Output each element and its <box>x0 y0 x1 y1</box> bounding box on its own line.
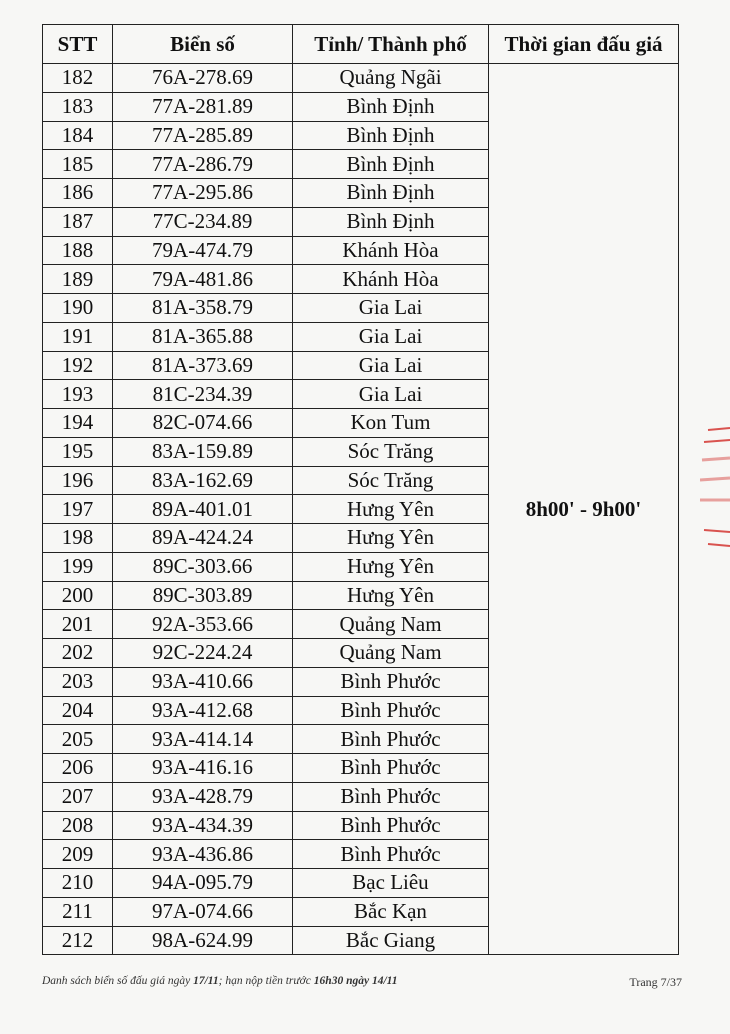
cell-province: Gia Lai <box>293 322 489 351</box>
cell-plate: 93A-416.16 <box>113 754 293 783</box>
cell-stt: 200 <box>43 581 113 610</box>
cell-plate: 77A-295.86 <box>113 179 293 208</box>
cell-stt: 188 <box>43 236 113 265</box>
cell-province: Sóc Trăng <box>293 437 489 466</box>
cell-stt: 184 <box>43 121 113 150</box>
header-time: Thời gian đấu giá <box>489 25 679 64</box>
cell-stt: 185 <box>43 150 113 179</box>
header-plate: Biển số <box>113 25 293 64</box>
cell-province: Quảng Nam <box>293 610 489 639</box>
cell-province: Sóc Trăng <box>293 466 489 495</box>
cell-stt: 193 <box>43 380 113 409</box>
table-body <box>43 64 679 955</box>
cell-province: Bắc Kạn <box>293 897 489 926</box>
cell-province: Hưng Yên <box>293 552 489 581</box>
cell-plate: 92A-353.66 <box>113 610 293 639</box>
cell-plate: 93A-410.66 <box>113 667 293 696</box>
cell-plate: 93A-436.86 <box>113 840 293 869</box>
cell-stt: 204 <box>43 696 113 725</box>
cell-plate: 97A-074.66 <box>113 897 293 926</box>
cell-province: Bắc Giang <box>293 926 489 955</box>
cell-province: Bình Phước <box>293 754 489 783</box>
cell-plate: 76A-278.69 <box>113 64 293 93</box>
cell-province: Gia Lai <box>293 294 489 323</box>
cell-province: Bình Phước <box>293 840 489 869</box>
cell-province: Bình Phước <box>293 811 489 840</box>
cell-stt: 190 <box>43 294 113 323</box>
cell-stt: 183 <box>43 92 113 121</box>
header-province: Tỉnh/ Thành phố <box>293 25 489 64</box>
cell-plate: 93A-428.79 <box>113 782 293 811</box>
cell-province: Hưng Yên <box>293 524 489 553</box>
cell-province: Bạc Liêu <box>293 869 489 898</box>
cell-plate: 81A-365.88 <box>113 322 293 351</box>
cell-province: Quảng Ngãi <box>293 64 489 93</box>
plate-auction-table <box>42 24 679 955</box>
table-row <box>43 64 679 93</box>
footer-auction-date: 17/11 <box>193 975 219 987</box>
footer-deadline: 16h30 ngày 14/11 <box>313 975 398 987</box>
cell-plate: 81A-358.79 <box>113 294 293 323</box>
cell-stt: 210 <box>43 869 113 898</box>
cell-plate: 94A-095.79 <box>113 869 293 898</box>
cell-province: Bình Định <box>293 150 489 179</box>
header-stt: STT <box>43 25 113 64</box>
cell-stt: 195 <box>43 437 113 466</box>
cell-province: Khánh Hòa <box>293 236 489 265</box>
cell-plate: 79A-481.86 <box>113 265 293 294</box>
cell-province: Bình Định <box>293 179 489 208</box>
cell-stt: 202 <box>43 639 113 668</box>
cell-stt: 186 <box>43 179 113 208</box>
cell-plate: 79A-474.79 <box>113 236 293 265</box>
cell-plate: 89C-303.66 <box>113 552 293 581</box>
cell-stt: 203 <box>43 667 113 696</box>
cell-province: Bình Định <box>293 121 489 150</box>
cell-province: Kon Tum <box>293 409 489 438</box>
cell-plate: 77A-286.79 <box>113 150 293 179</box>
cell-province: Bình Phước <box>293 667 489 696</box>
cell-plate: 77A-285.89 <box>113 121 293 150</box>
footer-middle: ; hạn nộp tiền trước <box>218 975 311 987</box>
cell-plate: 89A-401.01 <box>113 495 293 524</box>
cell-plate: 93A-414.14 <box>113 725 293 754</box>
cell-stt: 189 <box>43 265 113 294</box>
page-number: Trang 7/37 <box>629 975 682 989</box>
cell-province: Hưng Yên <box>293 581 489 610</box>
cell-stt: 192 <box>43 351 113 380</box>
table-header-row <box>43 25 679 64</box>
footer-prefix: Danh sách biển số đấu giá ngày <box>42 975 191 987</box>
footer-note <box>42 975 682 987</box>
cell-plate: 83A-159.89 <box>113 437 293 466</box>
cell-stt: 201 <box>43 610 113 639</box>
cell-stt: 209 <box>43 840 113 869</box>
cell-province: Bình Định <box>293 207 489 236</box>
cell-stt: 205 <box>43 725 113 754</box>
cell-plate: 81A-373.69 <box>113 351 293 380</box>
cell-plate: 82C-074.66 <box>113 409 293 438</box>
cell-plate: 77C-234.89 <box>113 207 293 236</box>
cell-stt: 208 <box>43 811 113 840</box>
cell-stt: 211 <box>43 897 113 926</box>
cell-province: Quảng Nam <box>293 639 489 668</box>
cell-plate: 89C-303.89 <box>113 581 293 610</box>
cell-province: Gia Lai <box>293 380 489 409</box>
cell-province: Bình Định <box>293 92 489 121</box>
cell-stt: 207 <box>43 782 113 811</box>
cell-stt: 194 <box>43 409 113 438</box>
cell-stt: 191 <box>43 322 113 351</box>
cell-stt: 197 <box>43 495 113 524</box>
cell-stt: 196 <box>43 466 113 495</box>
cell-plate: 98A-624.99 <box>113 926 293 955</box>
cell-plate: 92C-224.24 <box>113 639 293 668</box>
cell-stt: 206 <box>43 754 113 783</box>
red-stamp-fragment <box>700 420 730 560</box>
cell-stt: 199 <box>43 552 113 581</box>
cell-province: Bình Phước <box>293 782 489 811</box>
cell-province: Bình Phước <box>293 696 489 725</box>
cell-plate: 83A-162.69 <box>113 466 293 495</box>
cell-plate: 93A-434.39 <box>113 811 293 840</box>
cell-province: Bình Phước <box>293 725 489 754</box>
cell-plate: 89A-424.24 <box>113 524 293 553</box>
cell-province: Khánh Hòa <box>293 265 489 294</box>
cell-stt: 187 <box>43 207 113 236</box>
cell-stt: 198 <box>43 524 113 553</box>
cell-plate: 93A-412.68 <box>113 696 293 725</box>
cell-stt: 182 <box>43 64 113 93</box>
cell-province: Hưng Yên <box>293 495 489 524</box>
cell-auction-time: 8h00' - 9h00' <box>489 64 679 955</box>
cell-province: Gia Lai <box>293 351 489 380</box>
cell-plate: 81C-234.39 <box>113 380 293 409</box>
cell-stt: 212 <box>43 926 113 955</box>
cell-plate: 77A-281.89 <box>113 92 293 121</box>
